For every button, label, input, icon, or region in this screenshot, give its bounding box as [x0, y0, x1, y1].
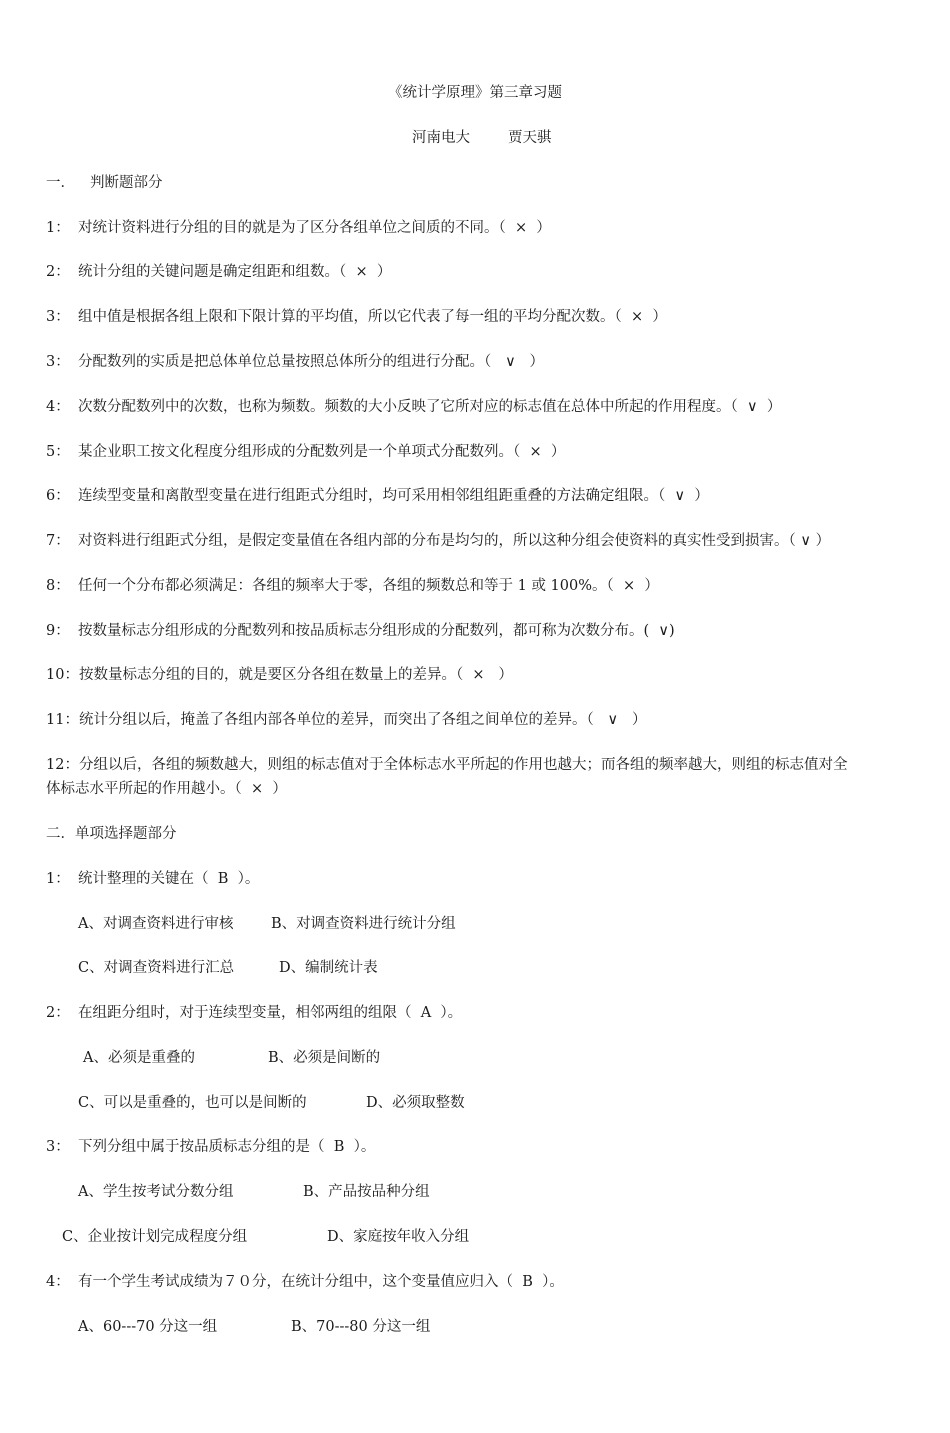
item-close: ） [631, 712, 647, 728]
judgment-item [46, 218, 551, 238]
judgment-item [46, 307, 667, 327]
judgment-item [46, 665, 513, 685]
item-text: 分配数列的实质是把总体单位总量按照总体所分的组进行分配。（ [78, 354, 492, 370]
item-close: ） [644, 578, 659, 594]
question-close: ）。 [542, 1274, 564, 1290]
option-d: D、必须取整数 [366, 1095, 465, 1111]
item-answer: ∨ [658, 623, 669, 639]
item-text: 组中值是根据各组上限和下限计算的平均值，所以它代表了每一组的平均分配次数。（ [78, 309, 622, 325]
question-answer: B [333, 1139, 345, 1155]
option-c: C、企业按计划完成程度分组 [62, 1229, 248, 1245]
judgment-item [46, 576, 659, 596]
option-b: B、必须是间断的 [268, 1050, 381, 1066]
item-answer: × [472, 667, 485, 683]
judgment-item [46, 352, 544, 372]
item-answer: ∨ [800, 533, 811, 549]
item-close: ） [536, 220, 551, 236]
item-close: ） [652, 309, 667, 325]
item-answer: × [514, 220, 528, 236]
judgment-item [46, 710, 646, 730]
section-heading-judgment [46, 173, 163, 193]
option-c: C、可以是重叠的，也可以是间断的 [78, 1095, 307, 1111]
option-a: A、对调查资料进行审核 [78, 916, 234, 932]
item-text: 连续型变量和离散型变量在进行组距式分组时，均可采用相邻组组距重叠的方法确定组限。（ [78, 488, 666, 504]
option-b: B、对调查资料进行统计分组 [271, 916, 456, 932]
item-answer: ∨ [505, 354, 516, 370]
item-number: 3： [46, 309, 70, 325]
item-answer: × [250, 781, 264, 797]
item-close: ) [669, 623, 675, 639]
judgment-item-continuation [46, 779, 287, 799]
section-title: 判断题部分 [90, 175, 163, 191]
question-close: ）。 [440, 1005, 463, 1021]
question-number: 4： [46, 1274, 70, 1290]
item-number: 11： [46, 712, 79, 728]
option-b: B、产品按品种分组 [303, 1184, 430, 1200]
choice-question [46, 1003, 462, 1023]
document-title: 《统计学原理》第三章习题 [388, 85, 562, 101]
item-close: ） [550, 444, 566, 460]
option-d: D、家庭按年收入分组 [327, 1229, 470, 1245]
item-close: ） [498, 667, 513, 683]
author-name: 贾天骐 [508, 130, 552, 146]
judgment-item [46, 262, 391, 282]
item-answer: ∨ [746, 399, 758, 415]
option-c: C、对调查资料进行汇总 [78, 960, 235, 976]
item-text: 分组以后，各组的频数越大，则组的标志值对于全体标志水平所起的作用也越大；而各组的频率越大，则组的标志值对全 [78, 757, 848, 773]
question-number: 1： [46, 871, 70, 887]
question-answer: B [217, 871, 229, 887]
section-heading-choice: 二．单项选择题部分 [46, 826, 177, 842]
item-number: 9： [46, 623, 70, 639]
item-answer: ∨ [607, 712, 619, 728]
option-a: A、60---70 分这一组 [78, 1319, 218, 1335]
author-org: 河南电大 [412, 130, 470, 146]
item-text: 对资料进行组距式分组，是假定变量值在各组内部的分布是均匀的，所以这种分组会使资料的真实性受到损害。（ [78, 533, 796, 549]
item-number: 7： [46, 533, 70, 549]
question-answer: A [420, 1005, 432, 1021]
item-answer: × [529, 444, 542, 460]
item-number: 5： [46, 444, 70, 460]
option-d: D、编制统计表 [279, 960, 378, 976]
question-text: 有一个学生考试成绩为７０分，在统计分组中，这个变量值应归入（ [78, 1274, 513, 1290]
option-a: A、必须是重叠的 [83, 1050, 195, 1066]
item-text: 对统计资料进行分组的目的就是为了区分各组单位之间质的不同。（ [78, 220, 506, 236]
choice-question [46, 1137, 375, 1157]
question-text: 下列分组中属于按品质标志分组的是（ [78, 1139, 325, 1155]
judgment-item [46, 531, 830, 551]
choice-question [46, 869, 259, 889]
question-text: 统计整理的关键在（ [78, 871, 209, 887]
item-text: 统计分组的关键问题是确定组距和组数。（ [78, 264, 347, 280]
judgment-item [46, 621, 675, 641]
item-answer: × [355, 264, 368, 280]
item-text: 次数分配数列中的次数，也称为频数。频数的大小反映了它所对应的标志值在总体中所起的作用程度。（ [78, 399, 738, 415]
question-text: 在组距分组时，对于连续型变量，相邻两组的组限（ [78, 1005, 412, 1021]
item-answer: × [630, 309, 644, 325]
judgment-item [46, 755, 847, 775]
item-number: 4： [46, 399, 70, 415]
item-close: ） [766, 399, 782, 415]
question-answer: B [522, 1274, 533, 1290]
item-close: ） [376, 264, 392, 280]
item-close: ） [529, 354, 545, 370]
item-number: 12： [46, 757, 79, 773]
choice-question [46, 1272, 564, 1292]
item-answer: ∨ [674, 488, 686, 504]
question-number: 2： [46, 1005, 70, 1021]
item-text: 任何一个分布都必须满足：各组的频率大于零，各组的频数总和等于 1 或 100%。（ [78, 578, 614, 594]
question-number: 3： [46, 1139, 70, 1155]
judgment-item [46, 397, 781, 417]
item-number: 2： [46, 264, 70, 280]
item-text: 按数量标志分组形成的分配数列和按品质标志分组形成的分配数列，都可称为次数分布。( [78, 623, 650, 639]
question-close: ）。 [237, 871, 260, 887]
item-text: 某企业职工按文化程度分组形成的分配数列是一个单项式分配数列。（ [78, 444, 521, 460]
item-number: 1： [46, 220, 70, 236]
item-close: ） [272, 781, 287, 797]
item-close: ） [694, 488, 709, 504]
item-number: 8： [46, 578, 70, 594]
option-a: A、学生按考试分数分组 [78, 1184, 234, 1200]
section-number: 一． [46, 175, 75, 191]
item-number: 6： [46, 488, 70, 504]
item-answer: × [622, 578, 636, 594]
item-text: 统计分组以后，掩盖了各组内部各单位的差异，而突出了各组之间单位的差异。（ [78, 712, 594, 728]
item-number: 3： [46, 354, 70, 370]
option-b: B、70---80 分这一组 [291, 1319, 431, 1335]
judgment-item [46, 442, 565, 462]
judgment-item [46, 486, 709, 506]
item-close: ） [815, 533, 831, 549]
item-text: 按数量标志分组的目的，就是要区分各组在数量上的差异。（ [78, 667, 464, 683]
item-text: 体标志水平所起的作用越小。（ [46, 781, 242, 797]
question-close: ）。 [353, 1139, 376, 1155]
item-number: 10： [46, 667, 79, 683]
